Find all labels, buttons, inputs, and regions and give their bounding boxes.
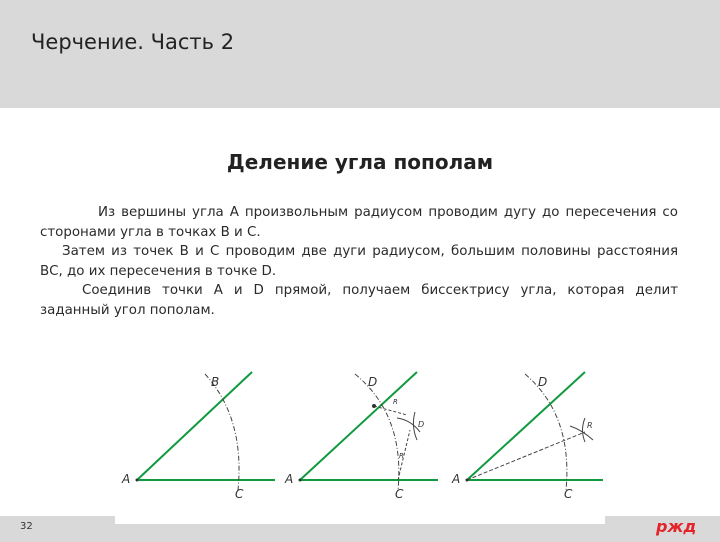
label-d: D bbox=[368, 375, 378, 389]
label-b: B bbox=[211, 375, 220, 389]
point-a bbox=[466, 479, 469, 482]
paragraph-3: Соединив точки А и D прямой, получаем биссектрису угла, которая делит заданный угол пополам. bbox=[40, 283, 678, 318]
svg-text:ржд: ржд bbox=[656, 517, 697, 536]
construction-step-2 bbox=[284, 372, 438, 501]
label-d: D bbox=[538, 375, 548, 389]
rzd-logo-icon bbox=[652, 514, 702, 538]
label-a: A bbox=[122, 472, 131, 486]
label-r-lower: R bbox=[399, 452, 404, 460]
label-r: R bbox=[587, 421, 593, 430]
label-d-small: D bbox=[418, 420, 425, 429]
label-c: C bbox=[395, 487, 404, 501]
arc-from-b bbox=[397, 418, 420, 432]
point-b bbox=[372, 404, 376, 408]
slide-header bbox=[0, 0, 720, 108]
angle-side-upper bbox=[137, 372, 252, 480]
paragraph-1: Из вершины угла А произвольным радиусом проводим дугу до пересечения со сторонами угла в точках В и С. bbox=[40, 205, 678, 240]
point-a bbox=[299, 479, 302, 482]
page-number: 32 bbox=[20, 521, 33, 532]
label-c: C bbox=[235, 487, 244, 501]
arc-from-a bbox=[355, 374, 399, 490]
construction-step-3 bbox=[451, 372, 603, 501]
point-a bbox=[136, 479, 139, 482]
slide-heading: Деление угла пополам bbox=[226, 150, 494, 174]
bisector-diagram bbox=[115, 360, 605, 516]
label-a: A bbox=[285, 472, 294, 486]
arc-from-a bbox=[205, 374, 239, 490]
angle-side-upper bbox=[300, 372, 417, 480]
rzd-logo bbox=[652, 514, 702, 538]
body-text bbox=[40, 203, 678, 320]
paragraph-2: Затем из точек В и С проводим две дуги радиусом, большим половины расстояния ВС, до их пересечения в точке D. bbox=[40, 244, 678, 279]
footer-white-strip bbox=[115, 516, 605, 524]
angle-side-upper bbox=[467, 372, 585, 480]
label-c: C bbox=[564, 487, 573, 501]
construction-step-1 bbox=[121, 372, 275, 501]
radius-line-b bbox=[374, 406, 407, 415]
arc-from-c bbox=[583, 418, 586, 442]
label-r-upper: R bbox=[393, 398, 398, 406]
arc-from-a bbox=[525, 374, 567, 490]
header-title: Черчение. Часть 2 bbox=[31, 30, 235, 54]
label-a: A bbox=[452, 472, 461, 486]
bisector-figure bbox=[115, 360, 605, 516]
